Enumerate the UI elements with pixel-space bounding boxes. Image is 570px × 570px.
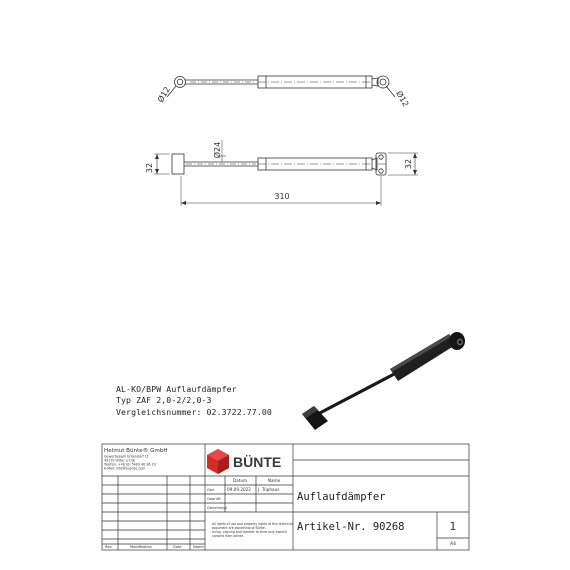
address-line: Telefon: +49 (0) 5409 40 36 10 <box>104 462 156 467</box>
left-rod-eye <box>175 77 186 88</box>
description-line-1: AL-KO/BPW Auflaufdämpfer <box>116 384 237 394</box>
rights-notice <box>212 522 293 538</box>
sheet-size: A4 <box>449 542 457 547</box>
left-end-block <box>172 154 184 174</box>
row-label-checked: Geprüft <box>207 497 221 501</box>
drawn-date: 09.09.2022 <box>227 487 251 492</box>
company-address <box>103 455 156 471</box>
rev-header: Rev. <box>105 545 113 549</box>
dim-height-right: 32 <box>404 158 413 170</box>
product-name: Auflaufdämpfer <box>297 491 386 503</box>
description-line-2: Typ ZAF 2,0-2/2,0-3 <box>116 395 212 406</box>
sheet-number: 1 <box>449 520 457 533</box>
dim-height-left: 32 <box>145 162 154 174</box>
product-description <box>116 384 272 418</box>
title-block <box>102 444 469 550</box>
modification-header: Modifikation <box>130 545 152 549</box>
dim-tube-diameter: Ø24 <box>213 141 222 159</box>
drawn-name: J. Triphaus <box>258 487 280 492</box>
row-label-approved: Genehmigt <box>207 506 227 510</box>
dim-rod-eye-right: Ø12 <box>394 89 411 109</box>
rev-name-header: Name <box>193 545 204 549</box>
description-line-3: Vergleichsnummer: 02.3722.77.00 <box>116 406 272 417</box>
damper-top-view <box>167 76 395 97</box>
rights-line: document are ownership of Bünte. <box>212 526 266 530</box>
rights-line: All rights of use and property rights of this technical <box>212 522 293 526</box>
rights-line: Using, copying and transfer to third only explicit <box>212 530 287 534</box>
address-line: 49170 Hilter a.T.W. <box>104 458 136 463</box>
name-header: Name <box>267 478 281 483</box>
logo-wordmark: BÜNTE <box>233 454 282 470</box>
address-line: E-Mail: info@buente.com <box>104 466 146 471</box>
date-header: Datum <box>232 478 248 483</box>
company-name: Helmut Bünte® GmbH <box>104 448 168 454</box>
rev-date-header: Date <box>173 545 182 549</box>
address-line: Gewerbepark Eckendorf 11 <box>104 454 149 459</box>
row-label-drawn: Gez. <box>207 488 216 492</box>
revision-headers <box>105 545 204 549</box>
article-number: Artikel-Nr. 90268 <box>297 521 405 533</box>
rights-line: consent from owner. <box>212 534 244 538</box>
dim-overall-length: 310 <box>274 192 290 201</box>
product-3d-render <box>302 332 465 430</box>
dim-rod-eye-left: Ø12 <box>155 85 172 104</box>
buente-logo <box>207 449 281 474</box>
right-rod-eye <box>377 76 389 88</box>
